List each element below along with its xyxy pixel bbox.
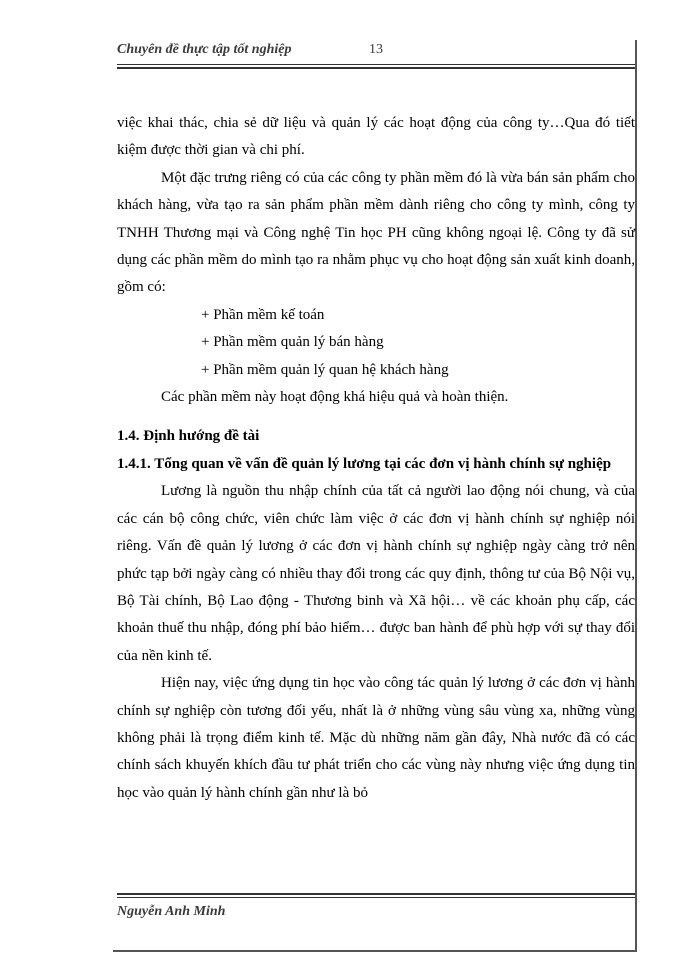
footer-author: Nguyễn Anh Minh <box>117 904 226 919</box>
footer-rule-thick <box>117 893 635 895</box>
document-body <box>117 110 635 807</box>
subsection-heading: 1.4.1. Tổng quan về vấn đề quản lý lương tại các đơn vị hành chính sự nghiệp <box>117 455 612 472</box>
paragraph-4: Lương là nguồn thu nhập chính của tất cả người lao động nói chung, và của các cán bộ công chức, viên chức làm việc ở các đơn vị hành chính sự nghiệp nói riêng. Vấn đề quản lý lương ở các đơn vị hành chính sự nghiệp ngày càng trở nên phức tạp bởi ngày càng có nhiều thay đổi trong các quy định, thông tư của Bộ Nội vụ, Bộ Tài chính, Bộ Lao động - Thương binh và Xã hội… về các khoản phụ cấp, các khoản thuế thu nhập, đóng phí bảo hiểm… được ban hành để phù hợp với sự thay đổi của nền kinh tế. <box>117 483 635 664</box>
footer-rule-thin <box>117 897 635 898</box>
page-number: 13 <box>369 42 383 57</box>
header-title: Chuyên đề thực tập tốt nghiệp <box>117 42 292 57</box>
list-item-accounting: + Phần mềm kế toán <box>201 306 325 323</box>
page-header <box>117 40 635 66</box>
header-rule-thin <box>117 64 635 65</box>
paragraph-2: Một đặc trưng riêng có của các công ty phần mềm đó là vừa bán sản phẩm cho khách hàng, vừa tạo ra sản phẩm phần mềm dành riêng cho công ty mình, công ty TNHH Thương mại và Công nghệ Tin học PH cũng không ngoại lệ. Công ty đã sử dụng các phần mềm do mình tạo ra nhằm phục vụ cho hoạt động sản xuất kinh doanh, gồm có: <box>117 169 635 296</box>
list-item-sales: + Phần mềm quản lý bán hàng <box>201 334 384 351</box>
paragraph-3: Các phần mềm này hoạt động khá hiệu quả và hoàn thiện. <box>161 389 509 406</box>
paragraph-5: Hiện nay, việc ứng dụng tin học vào công tác quản lý lương ở các đơn vị hành chính sự nghiệp còn tương đối yếu, nhất là ở những vùng sâu vùng xa, những vùng không phải là trọng điểm kinh tế. Mặc dù những năm gần đây, Nhà nước đã có các chính sách khuyến khích đầu tư phát triển cho các vùng này nhưng việc ứng dụng tin học vào quản lý hành chính gần như là bỏ <box>117 675 635 801</box>
section-spacer <box>117 411 635 423</box>
list-item-crm: + Phần mềm quản lý quan hệ khách hàng <box>201 361 449 378</box>
paragraph-1: việc khai thác, chia sẻ dữ liệu và quản lý các hoạt động của công ty…Qua đó tiết kiệm được thời gian và chi phí. <box>117 115 635 159</box>
section-heading: 1.4. Định hướng đề tài <box>117 428 260 445</box>
header-rule-thick <box>117 67 635 69</box>
